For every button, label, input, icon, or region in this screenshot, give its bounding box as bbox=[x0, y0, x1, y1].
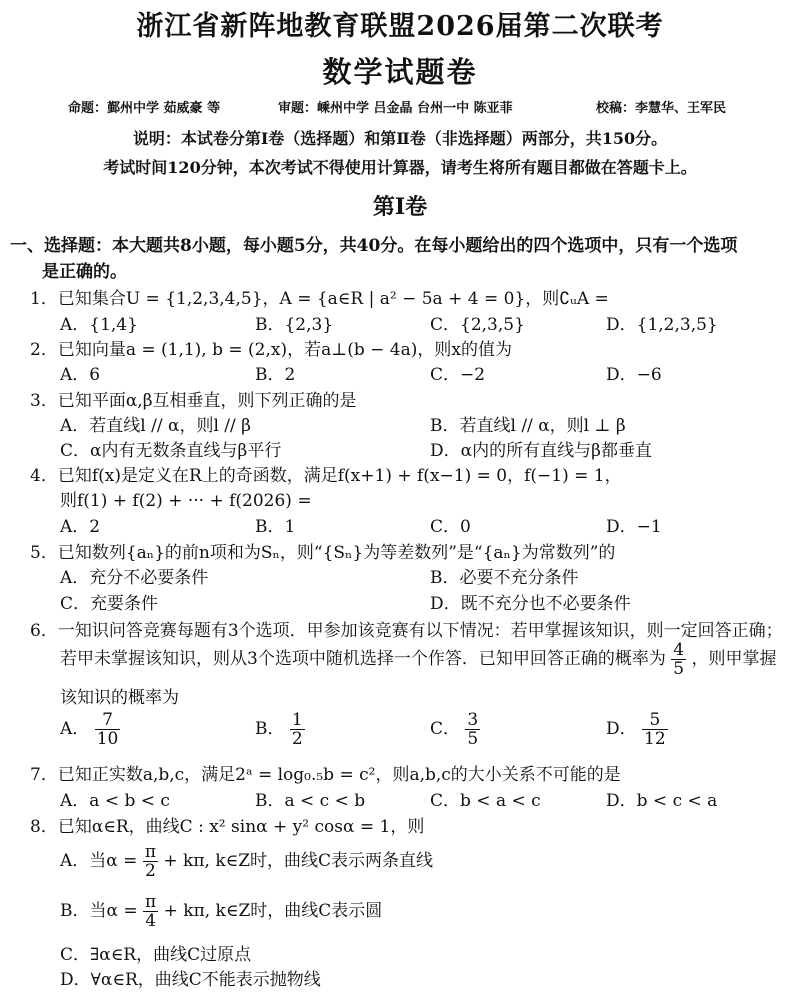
proof-label: 校稿： bbox=[596, 101, 636, 116]
fraction-denominator: 5 bbox=[673, 659, 685, 679]
exam-subtitle: 数学试题卷 bbox=[322, 55, 478, 89]
q8-option-a bbox=[60, 843, 433, 880]
q1-option-c: C．{2,3,5} bbox=[430, 315, 525, 335]
fraction-numerator: 5 bbox=[649, 710, 661, 730]
q7-option-a: A．a < b < c bbox=[60, 791, 170, 811]
option-fraction bbox=[143, 843, 158, 880]
q2-option-b: B．2 bbox=[255, 365, 296, 385]
q1-option-a: A．{1,4} bbox=[60, 315, 138, 335]
fraction-numerator: 3 bbox=[467, 710, 479, 730]
fraction-denominator: 10 bbox=[96, 729, 119, 749]
option-label: A． bbox=[60, 719, 90, 739]
q2-option-c: C．−2 bbox=[430, 365, 486, 385]
option-fraction bbox=[642, 711, 668, 748]
option-label: B． bbox=[255, 719, 285, 739]
q6-option-c bbox=[430, 711, 480, 748]
q8-option-d: D．∀α∈R，曲线C不能表示抛物线 bbox=[60, 970, 321, 990]
section-heading-line-2: 是正确的。 bbox=[42, 262, 127, 282]
option-text: + kπ, k∈Z时，曲线C表示两条直线 bbox=[163, 851, 434, 871]
q4-option-d: D．−1 bbox=[606, 517, 662, 537]
option-label: C． bbox=[430, 719, 461, 739]
fraction-denominator: 4 bbox=[145, 911, 157, 931]
instruction-line-2: 考试时间120分钟，本次考试不得使用计算器，请考生将所有题目都做在答题卡上。 bbox=[103, 158, 697, 177]
q6-probability-fraction bbox=[671, 641, 686, 678]
option-label: D． bbox=[606, 719, 637, 739]
fraction-denominator: 2 bbox=[291, 729, 303, 749]
section-heading-line-1: 一、选择题：本大题共8小题，每小题5分，共40分。在每小题给出的四个选项中，只有一个选项 bbox=[10, 236, 738, 256]
q6-stem2-text-b: ，则甲掌握 bbox=[691, 649, 777, 669]
reviewer-info bbox=[278, 97, 513, 116]
q6-option-a bbox=[60, 711, 120, 748]
q3-option-d: D．α内的所有直线与β都垂直 bbox=[430, 441, 652, 461]
fraction-numerator: π bbox=[145, 892, 157, 912]
q2-option-a: A．6 bbox=[60, 365, 101, 385]
question-2-stem: 2．已知向量a = (1,1), b = (2,x)，若a⊥(b − 4a)，则x的值为 bbox=[30, 340, 512, 360]
option-fraction bbox=[290, 711, 305, 748]
option-fraction bbox=[95, 711, 121, 748]
instruction-line-1: 说明：本试卷分第Ⅰ卷（选择题）和第Ⅱ卷（非选择题）两部分，共150分。 bbox=[132, 129, 668, 148]
section-title: 第Ⅰ卷 bbox=[372, 194, 428, 220]
question-4-stem-2: 则f(1) + f(2) + ··· + f(2026) = bbox=[60, 491, 312, 511]
composer-info bbox=[68, 97, 220, 116]
q3-option-c: C．α内有无数条直线与β平行 bbox=[60, 441, 282, 461]
fraction-numerator: 1 bbox=[291, 710, 303, 730]
q6-option-d bbox=[606, 711, 668, 748]
fraction-numerator: π bbox=[144, 842, 156, 862]
q1-option-d: D．{1,2,3,5} bbox=[606, 315, 718, 335]
q8-option-b bbox=[60, 893, 382, 930]
q6-stem2-text-a: 若甲未掌握该知识，则从3个选项中随机选择一个作答．已知甲回答正确的概率为 bbox=[60, 649, 666, 669]
fraction-numerator: 4 bbox=[673, 640, 685, 660]
question-1-stem: 1．已知集合U = {1,2,3,4,5}，A = {a∈R | a² − 5a + 4 = 0}，则∁ᵤA = bbox=[30, 289, 609, 309]
q4-option-b: B．1 bbox=[255, 517, 296, 537]
option-text: + kπ, k∈Z时，曲线C表示圆 bbox=[163, 901, 383, 921]
question-6-stem: 6．一知识问答竞赛每题有3个选项．甲参加该竞赛有以下情况：若甲掌握该知识，则一定回答正确； bbox=[30, 621, 783, 641]
question-5-stem: 5．已知数列{aₙ}的前n项和为Sₙ，则“{Sₙ}为等差数列”是“{aₙ}为常数列”的 bbox=[30, 543, 616, 563]
q5-option-b: B．必要不充分条件 bbox=[430, 568, 579, 588]
fraction-numerator: 7 bbox=[102, 710, 113, 730]
composer-names: 鄞州中学 茹威豪 等 bbox=[107, 101, 221, 116]
composer-label: 命题： bbox=[68, 101, 108, 116]
q2-option-d: D．−6 bbox=[606, 365, 662, 385]
reviewer-label: 审题： bbox=[278, 101, 318, 116]
q5-option-d: D．既不充分也不必要条件 bbox=[430, 594, 631, 614]
q7-option-c: C．b < a < c bbox=[430, 791, 541, 811]
fraction-denominator: 12 bbox=[644, 729, 666, 749]
option-text: A．当α = bbox=[60, 851, 138, 871]
fraction-denominator: 2 bbox=[144, 861, 156, 881]
question-6-stem-2 bbox=[60, 641, 776, 678]
option-fraction bbox=[465, 711, 480, 748]
question-3-stem: 3．已知平面α,β互相垂直，则下列正确的是 bbox=[30, 391, 357, 411]
q4-option-a: A．2 bbox=[60, 517, 101, 537]
proof-names: 李慧华、王军民 bbox=[635, 101, 727, 116]
question-7-stem: 7．已知正实数a,b,c，满足2ᵃ = log₀.₅b = c²，则a,b,c的大小关系不可能的是 bbox=[30, 765, 621, 785]
q5-option-c: C．充要条件 bbox=[60, 594, 159, 614]
reviewer-names: 嵊州中学 吕金晶 台州一中 陈亚菲 bbox=[317, 101, 513, 116]
q1-option-b: B．{2,3} bbox=[255, 315, 334, 335]
question-8-stem: 8．已知α∈R，曲线C : x² sinα + y² cosα = 1，则 bbox=[30, 817, 425, 837]
q8-option-c: C．∃α∈R，曲线C过原点 bbox=[60, 945, 252, 965]
proof-info bbox=[596, 97, 726, 116]
option-text: B．当α = bbox=[60, 901, 138, 921]
fraction-denominator: 5 bbox=[467, 729, 479, 749]
q6-option-b bbox=[255, 711, 305, 748]
q3-option-b: B．若直线l // α，则l ⊥ β bbox=[430, 416, 626, 436]
q7-option-d: D．b < c < a bbox=[606, 791, 718, 811]
option-fraction bbox=[143, 893, 158, 930]
q5-option-a: A．充分不必要条件 bbox=[60, 568, 209, 588]
q4-option-c: C．0 bbox=[430, 517, 471, 537]
exam-title: 浙江省新阵地教育联盟2026届第二次联考 bbox=[136, 11, 664, 42]
q3-option-a: A．若直线l // α，则l // β bbox=[60, 416, 251, 436]
q7-option-b: B．a < c < b bbox=[255, 791, 366, 811]
question-6-stem-3: 该知识的概率为 bbox=[60, 688, 179, 708]
question-4-stem: 4．已知f(x)是定义在R上的奇函数，满足f(x+1) + f(x−1) = 0，f(−1) = 1， bbox=[30, 466, 622, 486]
